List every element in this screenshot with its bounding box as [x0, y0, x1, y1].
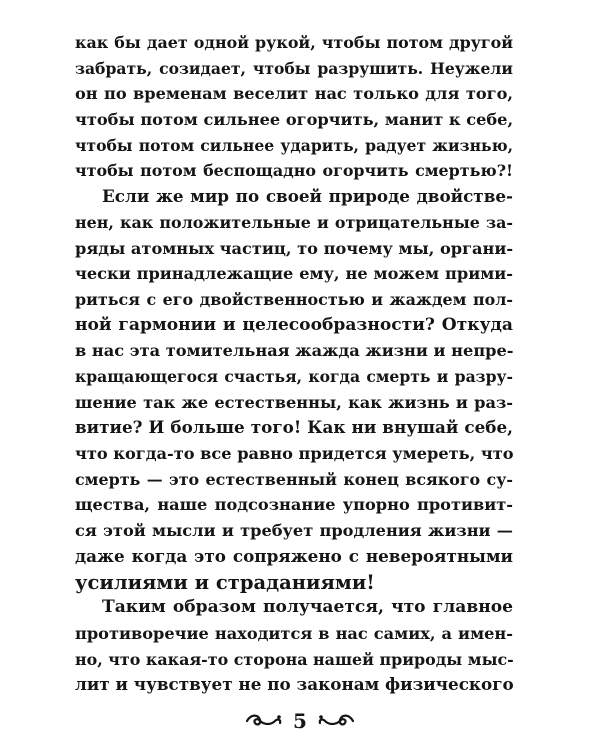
text-line: шение так же естественны, как жизнь и раз- [75, 392, 513, 412]
text-line: ся этой мысли и требует продления жизни — [75, 521, 513, 541]
text-line: но, что какая-то сторона нашей природы мыс- [75, 649, 514, 669]
text-line: даже когда это сопряжено с невероятными [75, 545, 513, 566]
text-line: противоречие находится в нас самих, а имен- [75, 623, 513, 643]
page-footer [0, 706, 600, 736]
floral-ornament-icon [245, 711, 283, 731]
text-line: чески принадлежащие ему, не можем прими- [75, 264, 513, 284]
floral-ornament-icon [317, 711, 355, 731]
text-line: усилиями и страданиями! [75, 570, 375, 594]
text-line: он по временам веселит нас только для того, [75, 84, 513, 104]
text-line: щества, наше подсознание упорно противит- [75, 495, 513, 515]
text-line: что когда-то все равно придется умереть, что [75, 444, 514, 464]
text-line: как бы дает одной рукой, чтобы потом другой [75, 33, 513, 52]
text-line: забрать, созидает, чтобы разрушить. Неужели [75, 58, 513, 78]
text-line: чтобы потом сильнее огорчить, манит к себе, [75, 110, 514, 130]
text-line: риться с его двойственностью и жаждем пол- [75, 289, 513, 309]
text-line: в нас эта томительная жажда жизни и непре- [75, 341, 514, 361]
text-line: витие? И больше того! Как ни внушай себе, [75, 417, 513, 438]
text-line: Таким образом получается, что главное [102, 597, 513, 618]
text-line: чтобы потом беспощадно огорчить смертью?! [75, 161, 513, 181]
text-line: лит и чувствует не по законам физического [75, 674, 514, 695]
text-line: чтобы потом сильнее ударить, радует жизнью, [75, 135, 513, 155]
text-line: ной гармонии и целесообразности? Откуда [75, 314, 513, 335]
page-number: 5 [293, 709, 307, 733]
text-line: смерть — это естественный конец всякого су- [75, 469, 513, 489]
text-line: кращающегося счастья, когда смерть и разру- [75, 367, 513, 386]
text-line: Если же мир по своей природе двойстве- [102, 186, 513, 207]
text-line: ряды атомных частиц, то почему мы, органи- [75, 238, 514, 258]
text-line: нен, как положительные и отрицательные за- [75, 212, 513, 232]
